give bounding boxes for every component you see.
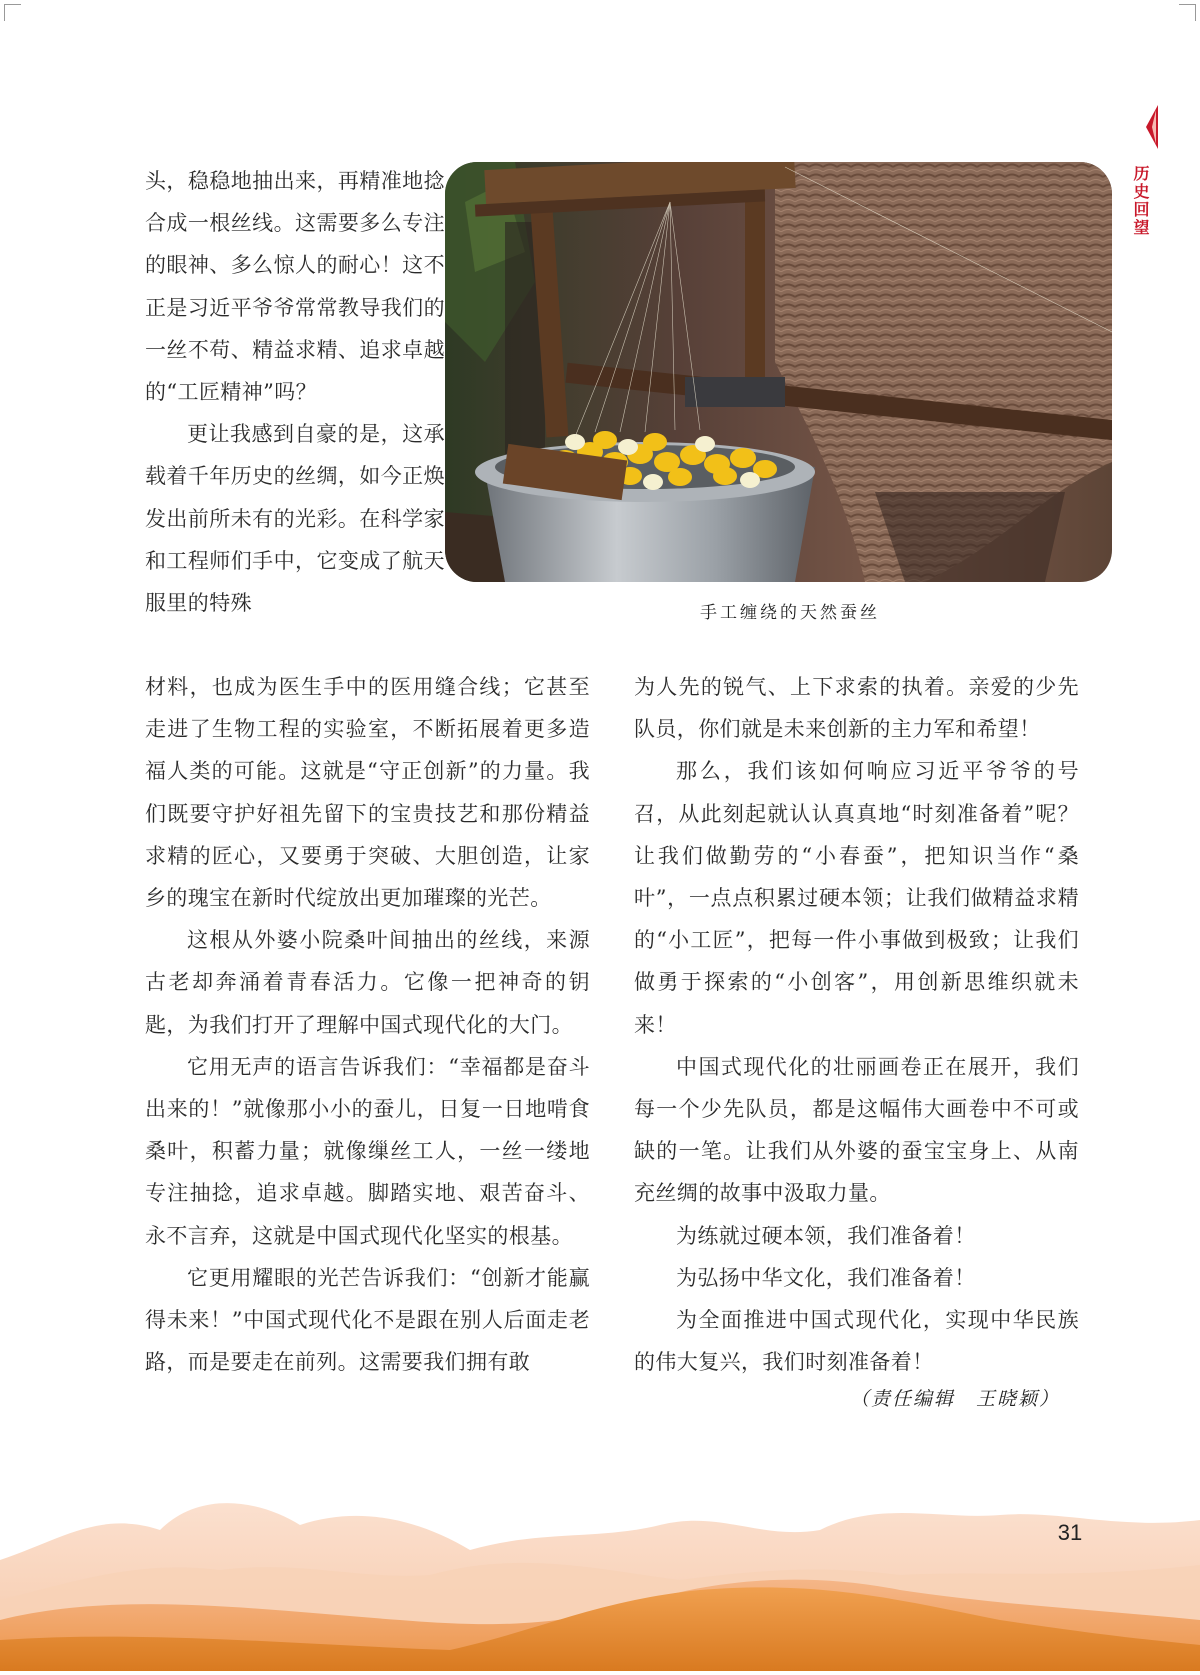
paragraph: 中国式现代化的壮丽画卷正在展开，我们每一个少先队员，都是这幅伟大画卷中不可或缺的一笔。让我们从外婆的蚕宝宝身上、从南充丝绸的故事中汲取力量。: [634, 1054, 1079, 1206]
paragraph: 头，稳稳地抽出来，再精准地捻合成一根丝线。这需要多么专注的眼神、多么惊人的耐心！这不正是习近平爷爷常常教导我们的一丝不苟、精益求精、追求卓越的“工匠精神”吗？: [145, 169, 445, 405]
paragraph: 那么，我们该如何响应习近平爷爷的号召，从此刻起就认认真真地“时刻准备着”呢？让我们做勤劳的“小春蚕”，把知识当作“桑叶”，一点点积累过硬本领；让我们做精益求精的“小工匠”，把每一件小事做到极致；让我们做勇于探索的“小创客”，用创新思维织就未来！: [634, 759, 1079, 1037]
silk-reeling-photo: [445, 162, 1112, 582]
photo-caption: 手工缠绕的天然蚕丝: [700, 603, 880, 623]
paragraph: 更让我感到自豪的是，这承载着千年历史的丝绸，如今正焕发出前所未有的光彩。在科学家和工程师们手中，它变成了航天服里的特殊: [145, 422, 445, 616]
page-number: 31: [1057, 1520, 1083, 1545]
paragraph: 材料，也成为医生手中的医用缝合线；它甚至走进了生物工程的实验室，不断拓展着更多造福人类的可能。这就是“守正创新”的力量。我们既要守护好祖先留下的宝贵技艺和那份精益求精的匠心，又要勇于突破、大胆创造，让家乡的瑰宝在新时代绽放出更加璀璨的光芒。: [145, 675, 590, 911]
paragraph: 为练就过硬本领，我们准备着！: [676, 1223, 976, 1248]
editor-credit: （责任编辑 王晓颖）: [850, 1388, 1061, 1410]
paragraph: 它更用耀眼的光芒告诉我们：“创新才能赢得未来！”中国式现代化不是跟在别人后面走老路，而是要走在前列。这需要我们拥有敢: [145, 1265, 590, 1375]
article-column-right: [634, 666, 1079, 1383]
paragraph: 为人先的锐气、上下求索的执着。亲爱的少先队员，你们就是未来创新的主力军和希望！: [634, 675, 1079, 742]
paragraph: 为弘扬中华文化，我们准备着！: [676, 1265, 976, 1290]
article-column-left: [145, 666, 590, 1383]
crop-mark-top-right: [1179, 4, 1196, 21]
paragraph: 为全面推进中国式现代化，实现中华民族的伟大复兴，我们时刻准备着！: [634, 1308, 1079, 1375]
mountain-footer-decoration: [0, 1470, 1200, 1671]
section-tab-label: 历史回望: [1131, 165, 1150, 237]
paragraph: 它用无声的语言告诉我们：“幸福都是奋斗出来的！”就像那小小的蚕儿，日复一日地啃食桑叶，积蓄力量；就像缫丝工人，一丝一缕地专注抽捻，追求卓越。脚踏实地、艰苦奋斗、永不言弃，这就是中国式现代化坚实的根基。: [145, 1054, 590, 1248]
crop-mark-top-left: [4, 4, 21, 21]
article-column-left-top: [145, 160, 445, 624]
paragraph: 这根从外婆小院桑叶间抽出的丝线，来源古老却奔涌着青春活力。它像一把神奇的钥匙，为我们打开了理解中国式现代化的大门。: [145, 928, 590, 1037]
